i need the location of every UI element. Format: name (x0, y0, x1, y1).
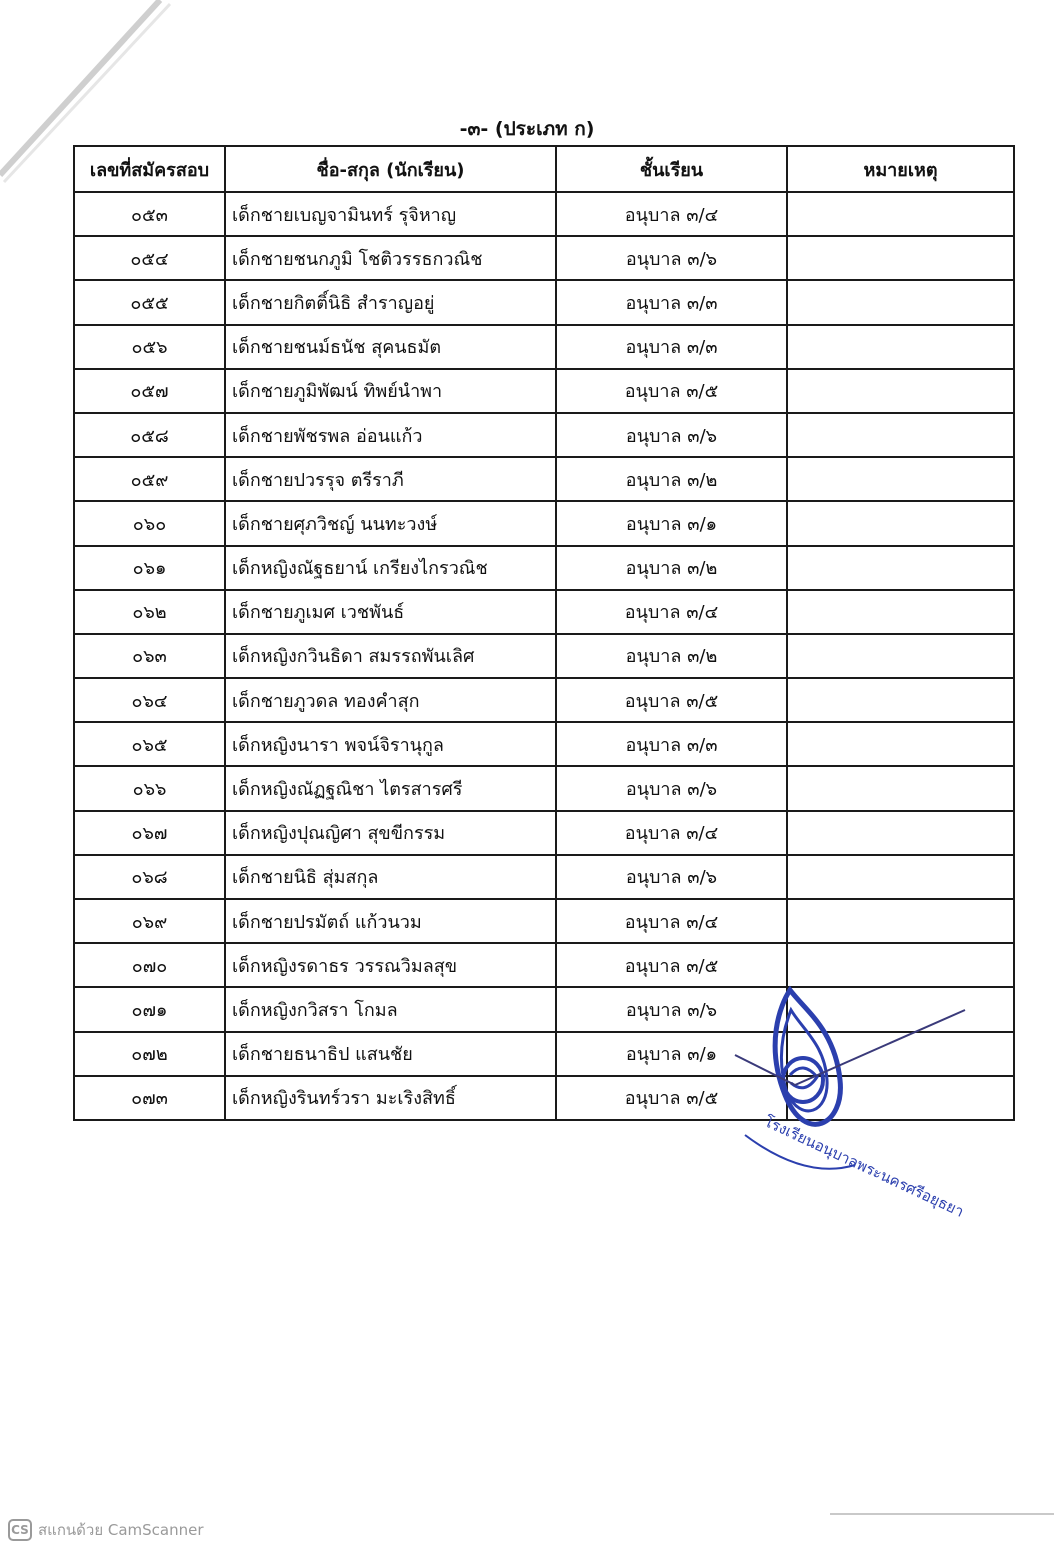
student-name-cell: เด็กหญิงรดาธร วรรณวิมลสุข (225, 943, 556, 987)
class-cell: อนุบาล ๓/๔ (556, 899, 787, 943)
remarks-cell (787, 678, 1014, 722)
class-cell: อนุบาล ๓/๔ (556, 590, 787, 634)
header-applicant-number: เลขที่สมัครสอบ (74, 146, 225, 192)
remarks-cell (787, 899, 1014, 943)
student-name-cell: เด็กชายศุภวิชญ์ นนทะวงษ์ (225, 501, 556, 545)
student-name-cell: เด็กหญิงณัฐธยาน์ เกรียงไกรวณิช (225, 546, 556, 590)
header-student-name: ชื่อ-สกุล (นักเรียน) (225, 146, 556, 192)
table-row (74, 546, 1014, 590)
student-name-cell: เด็กหญิงนารา พจน์จิรานุกูล (225, 722, 556, 766)
remarks-cell (787, 811, 1014, 855)
table-row (74, 678, 1014, 722)
table-row (74, 501, 1014, 545)
applicant-number-cell: ๐๕๗ (74, 369, 225, 413)
student-name-cell: เด็กหญิงกวินธิดา สมรรถพันเลิศ (225, 634, 556, 678)
student-name-cell: เด็กชายปรมัตถ์ แก้วนวม (225, 899, 556, 943)
applicant-number-cell: ๐๕๙ (74, 457, 225, 501)
class-cell: อนุบาล ๓/๑ (556, 501, 787, 545)
applicant-number-cell: ๐๕๔ (74, 236, 225, 280)
table-row (74, 634, 1014, 678)
applicant-number-cell: ๐๕๕ (74, 280, 225, 324)
applicant-number-cell: ๐๕๓ (74, 192, 225, 236)
scanner-watermark (8, 1518, 204, 1542)
student-name-cell: เด็กหญิงกวิสรา โกมล (225, 987, 556, 1031)
class-cell: อนุบาล ๓/๖ (556, 987, 787, 1031)
remarks-cell (787, 546, 1014, 590)
class-cell: อนุบาล ๓/๕ (556, 1076, 787, 1120)
table-row (74, 236, 1014, 280)
table-row (74, 766, 1014, 810)
class-cell: อนุบาล ๓/๖ (556, 855, 787, 899)
table-row (74, 192, 1014, 236)
class-cell: อนุบาล ๓/๔ (556, 192, 787, 236)
remarks-cell (787, 590, 1014, 634)
remarks-cell (787, 722, 1014, 766)
table-row (74, 457, 1014, 501)
student-name-cell: เด็กหญิงปุณญิศา สุขขีกรรม (225, 811, 556, 855)
school-seal-stamp (725, 985, 967, 1221)
table-row (74, 413, 1014, 457)
class-cell: อนุบาล ๓/๑ (556, 1032, 787, 1076)
student-name-cell: เด็กชายพัชรพล อ่อนแก้ว (225, 413, 556, 457)
class-cell: อนุบาล ๓/๒ (556, 634, 787, 678)
remarks-cell (787, 325, 1014, 369)
applicant-number-cell: ๐๖๕ (74, 722, 225, 766)
class-cell: อนุบาล ๓/๖ (556, 766, 787, 810)
class-cell: อนุบาล ๓/๒ (556, 457, 787, 501)
scanner-label: สแกนด้วย CamScanner (38, 1521, 204, 1539)
table-row (74, 590, 1014, 634)
applicant-number-cell: ๐๖๖ (74, 766, 225, 810)
applicant-number-cell: ๐๗๐ (74, 943, 225, 987)
remarks-cell (787, 943, 1014, 987)
remarks-cell (787, 369, 1014, 413)
page-heading: -๓- (ประเภท ก) (459, 118, 595, 140)
remarks-cell (787, 766, 1014, 810)
applicant-number-cell: ๐๖๒ (74, 590, 225, 634)
applicant-number-cell: ๐๖๗ (74, 811, 225, 855)
class-cell: อนุบาล ๓/๒ (556, 546, 787, 590)
table-body (74, 192, 1014, 1120)
bottom-divider (830, 1513, 1054, 1515)
table-row (74, 899, 1014, 943)
table-row (74, 325, 1014, 369)
applicant-number-cell: ๐๗๒ (74, 1032, 225, 1076)
applicant-number-cell: ๐๖๙ (74, 899, 225, 943)
seal-text: โรงเรียนอนุบาลพระนครศรีอยุธยา (761, 1112, 967, 1221)
camscanner-icon: CS (8, 1519, 32, 1541)
student-name-cell: เด็กชายธนาธิป แสนชัย (225, 1032, 556, 1076)
class-cell: อนุบาล ๓/๕ (556, 369, 787, 413)
remarks-cell (787, 236, 1014, 280)
applicant-number-cell: ๐๕๘ (74, 413, 225, 457)
remarks-cell (787, 280, 1014, 324)
student-name-cell: เด็กชายกิตติ์นิธิ สำราญอยู่ (225, 280, 556, 324)
applicant-number-cell: ๐๖๘ (74, 855, 225, 899)
header-class: ชั้นเรียน (556, 146, 787, 192)
applicant-number-cell: ๐๖๓ (74, 634, 225, 678)
student-name-cell: เด็กชายภูเมศ เวชพันธ์ (225, 590, 556, 634)
header-remarks: หมายเหตุ (787, 146, 1014, 192)
class-cell: อนุบาล ๓/๓ (556, 280, 787, 324)
class-cell: อนุบาล ๓/๓ (556, 722, 787, 766)
applicant-number-cell: ๐๖๑ (74, 546, 225, 590)
student-name-cell: เด็กชายนิธิ สุ่มสกุล (225, 855, 556, 899)
student-name-cell: เด็กชายชนม์ธนัช สุคนธมัต (225, 325, 556, 369)
student-name-cell: เด็กชายภูวดล ทองคำสุก (225, 678, 556, 722)
student-name-cell: เด็กหญิงณัฏฐณิชา ไตรสารศรี (225, 766, 556, 810)
remarks-cell (787, 192, 1014, 236)
applicant-number-cell: ๐๖๐ (74, 501, 225, 545)
remarks-cell (787, 501, 1014, 545)
class-cell: อนุบาล ๓/๖ (556, 236, 787, 280)
class-cell: อนุบาล ๓/๕ (556, 943, 787, 987)
remarks-cell (787, 855, 1014, 899)
applicant-number-cell: ๐๕๖ (74, 325, 225, 369)
table-row (74, 722, 1014, 766)
applicant-number-cell: ๐๗๑ (74, 987, 225, 1031)
table-header-row (74, 146, 1014, 192)
remarks-cell (787, 413, 1014, 457)
applicant-table (73, 145, 1015, 1121)
applicant-number-cell: ๐๗๓ (74, 1076, 225, 1120)
student-name-cell: เด็กชายชนกภูมิ โชติวรรธกวณิช (225, 236, 556, 280)
class-cell: อนุบาล ๓/๔ (556, 811, 787, 855)
student-name-cell: เด็กหญิงรินทร์วรา มะเริงสิทธิ์ (225, 1076, 556, 1120)
table-row (74, 855, 1014, 899)
remarks-cell (787, 634, 1014, 678)
applicant-number-cell: ๐๖๔ (74, 678, 225, 722)
table-row (74, 811, 1014, 855)
table-row (74, 369, 1014, 413)
remarks-cell (787, 457, 1014, 501)
class-cell: อนุบาล ๓/๖ (556, 413, 787, 457)
class-cell: อนุบาล ๓/๕ (556, 678, 787, 722)
table-row (74, 280, 1014, 324)
student-name-cell: เด็กชายภูมิพัฒน์ ทิพย์นำพา (225, 369, 556, 413)
class-cell: อนุบาล ๓/๓ (556, 325, 787, 369)
table-row (74, 943, 1014, 987)
student-name-cell: เด็กชายปวรรุจ ตรีราภี (225, 457, 556, 501)
student-name-cell: เด็กชายเบญจามินทร์ รุจิหาญ (225, 192, 556, 236)
